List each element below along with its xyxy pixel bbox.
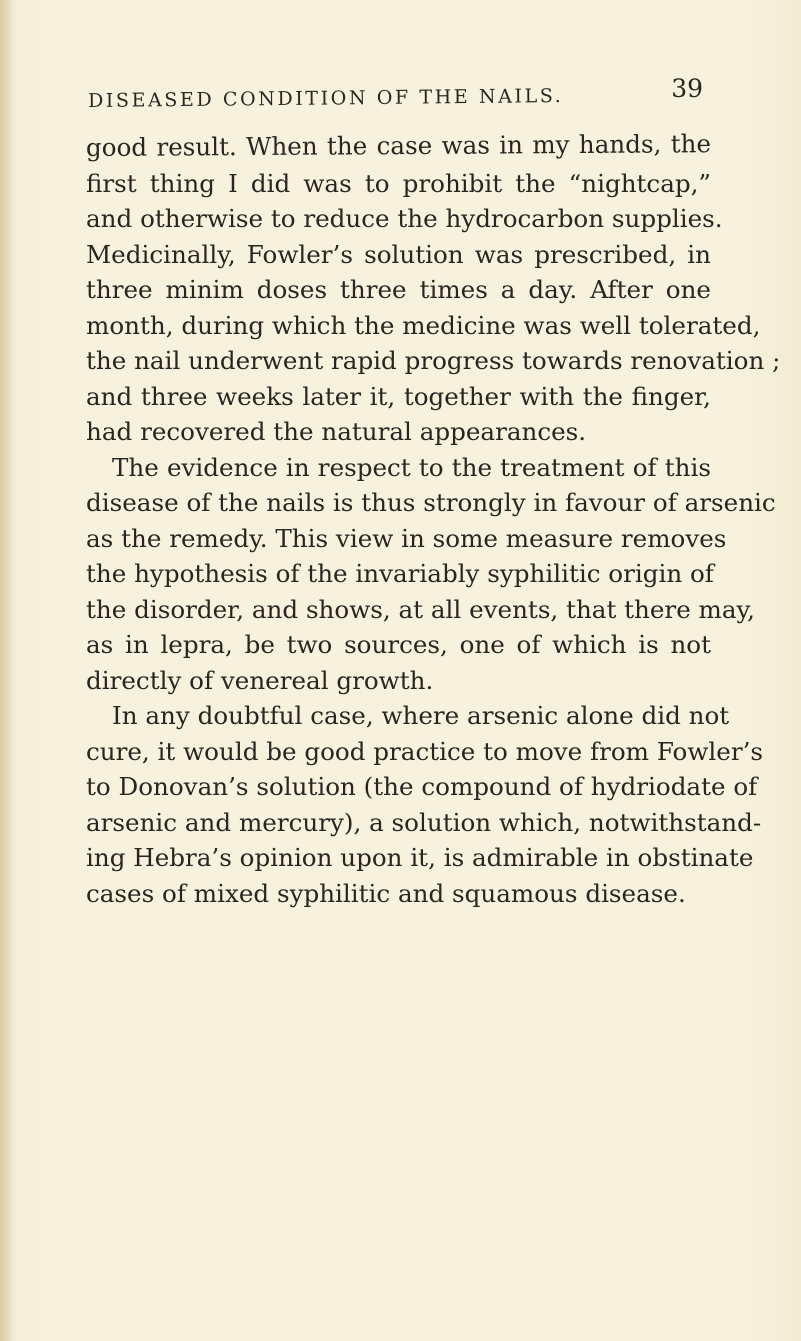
text-line: as the remedy. This view in some measure removes [86, 523, 727, 553]
page-number: 39 [671, 74, 703, 103]
text-line: cure, it would be good practice to move from Fowler’s [86, 736, 764, 766]
text-line: Medicinally, Fowler’s solution was prescribed, in [86, 239, 711, 269]
text-line: disease of the nails is thus strongly in favour of arsenic [86, 488, 776, 517]
gutter-shadow [0, 0, 14, 1341]
text-line: to Donovan’s solution (the compound of hydriodate of [86, 772, 758, 801]
text-line: the nail underwent rapid progress towards renovation ; [86, 346, 781, 375]
paragraph-end-line: had recovered the natural appearances. [86, 417, 587, 446]
paragraph-end-line: cases of mixed syphilitic and squamous disease. [86, 878, 686, 908]
paragraph-first-line: In any doubtful case, where arsenic alone did not [112, 701, 730, 730]
paragraph-end-line: directly of venereal growth. [86, 665, 434, 695]
text-line: the disorder, and shows, at all events, that there may, [86, 594, 755, 624]
body-text [85, 129, 781, 911]
text-line: good result. When the case was in my hands, the [85, 129, 712, 162]
text-line: the hypothesis of the invariably syphilitic origin of [86, 559, 714, 588]
running-head [88, 74, 703, 114]
text-line: three minim doses three times a day. After one [86, 275, 711, 304]
text-line: and otherwise to reduce the hydrocarbon supplies. [86, 204, 723, 233]
text-line: and three weeks later it, together with the finger, [86, 381, 711, 411]
text-line: as in lepra, be two sources, one of which is not [86, 630, 711, 659]
paragraph-first-line: The evidence in respect to the treatment of this [112, 452, 711, 482]
text-line: month, during which the medicine was well tolerated, [86, 310, 761, 340]
text-line: arsenic and mercury), a solution which, notwithstand- [86, 807, 762, 837]
text-line: ing Hebra’s opinion upon it, is admirable in obstinate [86, 843, 754, 872]
text-line: first thing I did was to prohibit the “nightcap,” [86, 168, 711, 198]
running-head-title: DISEASED CONDITION OF THE NAILS. [87, 85, 564, 112]
